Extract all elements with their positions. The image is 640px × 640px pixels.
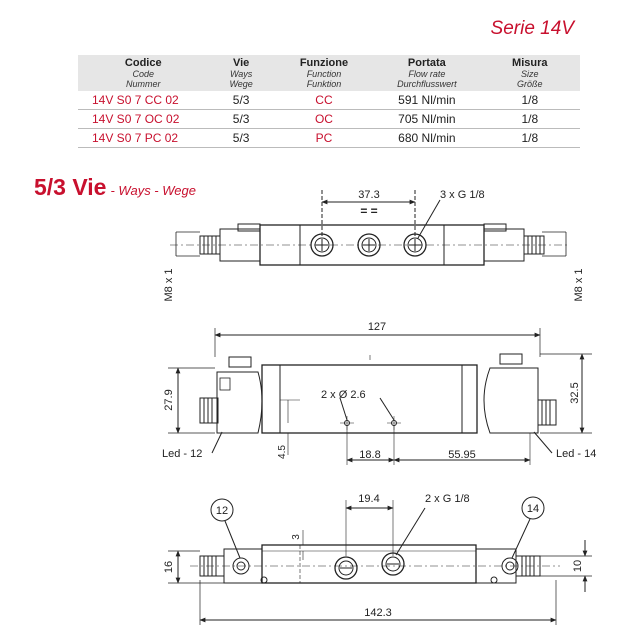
header-function: Funzione Function Funktion: [274, 55, 374, 91]
top-equal-mark: = =: [360, 204, 378, 218]
side-dim-holes: 2 x Ø 2.6: [321, 389, 366, 401]
row-size: 1/8: [480, 110, 580, 129]
row-code: 14V S0 7 OC 02: [78, 110, 209, 129]
side-dim-offset: 4.5: [277, 445, 288, 459]
row-function: OC: [274, 110, 374, 129]
bottom-dim-height-left: 16: [163, 560, 175, 574]
bottom-dim-port-spacing: 19.4: [358, 493, 380, 505]
side-dim-height-left: 27.9: [163, 389, 175, 411]
side-dim-hole-spacing: 18.8: [359, 449, 381, 461]
row-ways: 5/3: [209, 129, 274, 148]
top-port-callout: 3 x G 1/8: [440, 189, 485, 201]
header-code: Codice Code Nummer: [78, 55, 209, 91]
side-view-drawing: [168, 328, 592, 465]
bottom-dim-height-right: 10: [572, 559, 584, 573]
row-flow: 591 Nl/min: [374, 91, 479, 110]
top-thread-right: M8 x 1: [573, 268, 585, 302]
row-size: 1/8: [480, 91, 580, 110]
side-dim-length: 127: [367, 321, 387, 333]
header-flow-rate: Portata Flow rate Durchflusswert: [374, 55, 479, 91]
row-function: PC: [274, 129, 374, 148]
header-size: Misura Size Größe: [480, 55, 580, 91]
row-flow: 680 Nl/min: [374, 129, 479, 148]
section-title-sub: - Ways - Wege: [110, 183, 196, 198]
top-dim-port-spacing: 37.3: [358, 189, 380, 201]
balloon-right-label: 14: [526, 503, 540, 515]
row-code: 14V S0 7 PC 02: [78, 129, 209, 148]
header-ways: Vie Ways Wege: [209, 55, 274, 91]
bottom-dim-small: 3: [291, 534, 302, 540]
section-title-main: 5/3 Vie: [34, 174, 107, 200]
row-ways: 5/3: [209, 110, 274, 129]
balloon-left-label: 12: [215, 505, 229, 517]
row-function: CC: [274, 91, 374, 110]
bottom-view-drawing: [168, 497, 592, 625]
bottom-dim-length: 142.3: [364, 607, 392, 619]
side-dim-height-right: 32.5: [569, 382, 581, 404]
led-left-label: Led - 12: [162, 448, 203, 460]
row-size: 1/8: [480, 129, 580, 148]
top-thread-left: M8 x 1: [163, 268, 175, 302]
series-title: Serie 14V: [490, 18, 574, 39]
side-dim-hole-to-end: 55.95: [448, 449, 476, 461]
top-view-drawing: [170, 190, 570, 265]
row-ways: 5/3: [209, 91, 274, 110]
row-code: 14V S0 7 CC 02: [78, 91, 209, 110]
bottom-port-callout: 2 x G 1/8: [425, 493, 470, 505]
led-right-label: Led - 14: [556, 448, 597, 460]
row-flow: 705 Nl/min: [374, 110, 479, 129]
